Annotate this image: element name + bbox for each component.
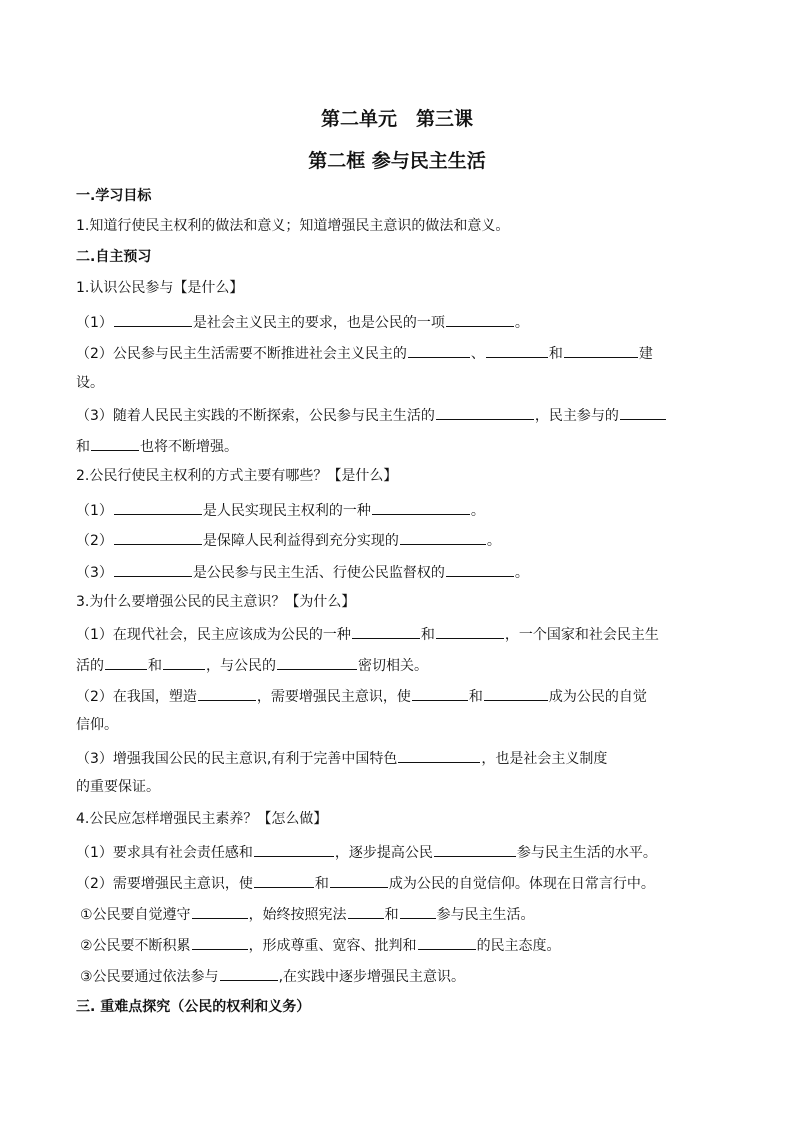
page-subtitle: 第二框 参与民主生活: [308, 150, 486, 172]
blank: [163, 655, 205, 670]
q2-answer-3: （3） 是公民参与民主生活、行使公民监督权的 。: [76, 562, 529, 582]
q1-answer-2: （2）公民参与民主生活需要不断推进社会主义民主的 、 和 建: [76, 343, 653, 363]
blank: [408, 343, 470, 358]
blank: [254, 873, 314, 888]
blank: [254, 842, 334, 857]
q4-point-3: ③公民要通过依法参与 ,在实践中逐步增强民主意识。: [80, 966, 465, 986]
q2-answer-2: （2） 是保障人民利益得到充分实现的 。: [76, 530, 501, 550]
blank: [418, 935, 476, 950]
blank: [400, 904, 436, 919]
blank: [446, 562, 514, 577]
q1-answer-3-cont: 和 也将不断增强。: [76, 436, 238, 456]
blank: [436, 624, 504, 639]
question-4-title: 4.公民应怎样增强民主素养？【怎么做】: [76, 811, 328, 827]
q1-answer-1: （1） 是社会主义民主的要求，也是公民的一项 。: [76, 312, 529, 332]
blank: [105, 655, 147, 670]
blank: [620, 405, 666, 420]
q3-answer-3-cont: 的重要保证。: [76, 779, 160, 795]
blank: [220, 966, 278, 981]
q2-answer-1: （1） 是人民实现民主权利的一种 。: [76, 500, 485, 520]
blank: [198, 686, 256, 701]
blank: [192, 904, 248, 919]
q3-answer-2: （2）在我国，塑造 ，需要增强民主意识，使 和 成为公民的自觉: [76, 686, 647, 706]
blank: [484, 686, 548, 701]
blank: [412, 686, 468, 701]
page-title: 第二单元 第三课: [320, 108, 473, 130]
blank: [372, 500, 470, 515]
blank: [114, 530, 202, 545]
blank: [114, 500, 202, 515]
blank: [400, 530, 486, 545]
blank: [352, 624, 420, 639]
q3-answer-1-cont: 活的 和 ，与公民的 密切相关。: [76, 655, 428, 675]
q3-answer-3: （3）增强我国公民的民主意识,有利于完善中国特色 ，也是社会主义制度: [76, 748, 607, 768]
blank: [114, 312, 192, 327]
blank: [91, 436, 139, 451]
section-heading-key-points: 三. 重难点探究（公民的权利和义务）: [76, 999, 311, 1015]
section-heading-preview: 二.自主预习: [76, 249, 152, 265]
question-3-title: 3.为什么要增强公民的民主意识？【为什么】: [76, 594, 356, 610]
question-1-title: 1.认识公民参与【是什么】: [76, 280, 244, 296]
q3-answer-1: （1）在现代社会，民主应该成为公民的一种 和 ，一个国家和社会民主生: [76, 624, 659, 644]
blank: [348, 904, 384, 919]
q4-point-1: ①公民要自觉遵守 ，始终按照宪法 和 参与民主生活。: [80, 904, 535, 924]
blank: [434, 842, 516, 857]
q1-answer-2-cont: 设。: [76, 375, 104, 391]
q3-answer-2-cont: 信仰。: [76, 717, 118, 733]
q4-answer-1: （1）要求具有社会责任感和 ，逐步提高公民 参与民主生活的水平。: [76, 842, 657, 862]
blank: [436, 405, 534, 420]
blank: [330, 873, 388, 888]
blank: [564, 343, 638, 358]
blank: [277, 655, 357, 670]
q1-answer-3: （3）随着人民民主实践的不断探索，公民参与民主生活的 ，民主参与的: [76, 405, 667, 425]
section-heading-goals: 一.学习目标: [76, 188, 152, 204]
q4-point-2: ②公民要不断积累 ，形成尊重、宽容、批判和 的民主态度。: [80, 935, 561, 955]
blank: [446, 312, 514, 327]
blank: [192, 935, 248, 950]
blank: [398, 748, 480, 763]
blank: [114, 562, 192, 577]
blank: [486, 343, 548, 358]
question-2-title: 2.公民行使民主权利的方式主要有哪些？【是什么】: [76, 468, 398, 484]
q4-answer-2: （2）需要增强民主意识，使 和 成为公民的自觉信仰。体现在日常言行中。: [76, 873, 655, 893]
goal-line: 1.知道行使民主权利的做法和意义；知道增强民主意识的做法和意义。: [76, 218, 510, 234]
